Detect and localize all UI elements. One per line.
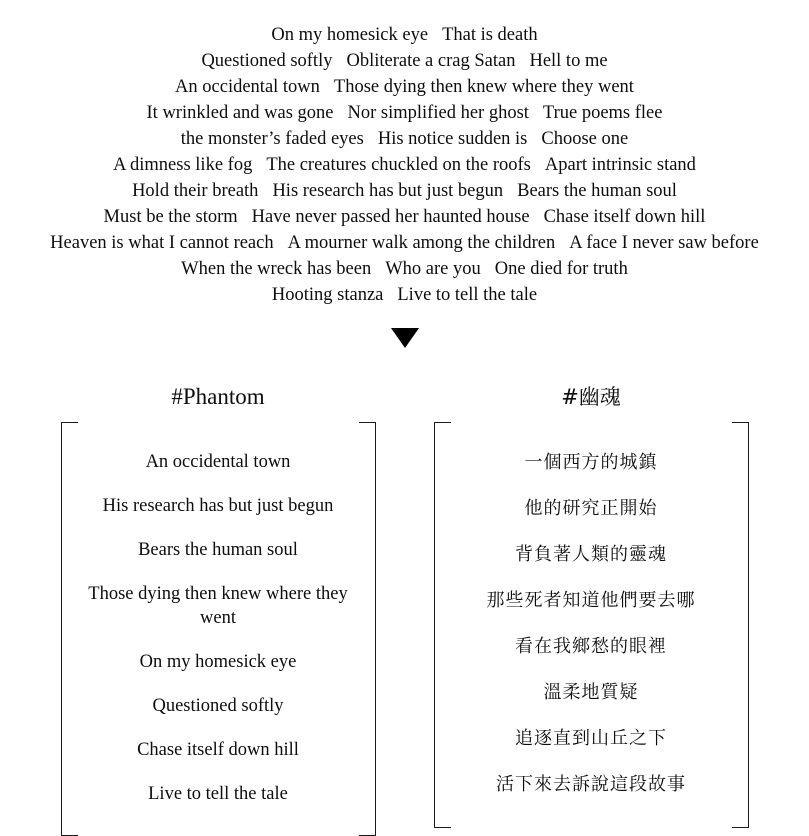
poem-line: On my homesick eye (139, 652, 297, 672)
poem-line: His research has but just begun (102, 496, 334, 516)
bracket-right (359, 422, 376, 836)
cloud-phrase: The creatures chuckled on the roofs (266, 155, 531, 175)
panel-phantom-en (61, 382, 376, 836)
cloud-phrase: Obliterate a crag Satan (346, 51, 516, 71)
cloud-phrase: True poems flee (542, 103, 663, 123)
bracket-box (61, 422, 376, 836)
poem-line: 追逐直到山丘之下 (515, 728, 667, 749)
poem-line: 溫柔地質疑 (543, 682, 639, 703)
poem-line: An occidental town (145, 452, 291, 472)
bracket-box (434, 422, 749, 828)
cloud-phrase: A dimness like fog (113, 155, 253, 175)
cloud-phrase: It wrinkled and was gone (146, 103, 334, 123)
cloud-phrase: Hooting stanza (271, 285, 384, 305)
arrow-container (0, 328, 809, 368)
cloud-phrase: One died for truth (494, 259, 628, 279)
poem-line: Those dying then knew where they went (88, 584, 348, 628)
cloud-phrase: Questioned softly (201, 51, 333, 71)
poem-line: 看在我鄉愁的眼裡 (515, 636, 667, 657)
cloud-line (0, 48, 809, 74)
cloud-line (0, 22, 809, 48)
cloud-phrase: Bears the human soul (517, 181, 677, 201)
poem-line: Questioned softly (152, 696, 284, 716)
cloud-phrase: Chase itself down hill (543, 207, 706, 227)
cloud-phrase: His research has but just begun (272, 181, 504, 201)
cloud-phrase: the monster’s faded eyes (180, 129, 364, 149)
cloud-phrase: His notice sudden is (377, 129, 528, 149)
cloud-phrase: Those dying then knew where they went (333, 77, 634, 97)
triangle-down-icon (391, 328, 419, 348)
cloud-phrase: Hold their breath (132, 181, 259, 201)
panel-title: #幽魂 (561, 385, 621, 409)
cloud-line (0, 256, 809, 282)
bracket-right (732, 422, 749, 828)
cloud-line (0, 126, 809, 152)
cloud-line (0, 152, 809, 178)
cloud-phrase: Live to tell the tale (397, 285, 538, 305)
poem-line: Bears the human soul (138, 540, 298, 560)
cloud-phrase: On my homesick eye (271, 25, 429, 45)
cloud-line (0, 282, 809, 308)
cloud-phrase: Nor simplified her ghost (347, 103, 529, 123)
cloud-phrase: Who are you (385, 259, 481, 279)
poem-line: 一個西方的城鎮 (524, 452, 658, 473)
bracket-left (61, 422, 78, 836)
poem-line: Live to tell the tale (148, 784, 288, 804)
cloud-phrase: When the wreck has been (181, 259, 372, 279)
cloud-phrase: Heaven is what I cannot reach (50, 233, 274, 253)
cloud-line (0, 204, 809, 230)
cloud-phrase: Apart intrinsic stand (544, 155, 696, 175)
poem-line: 他的研究正開始 (524, 498, 658, 519)
cloud-phrase: Hell to me (529, 51, 608, 71)
poem-panels (0, 382, 809, 836)
cloud-line (0, 230, 809, 256)
panel-title: #Phantom (171, 384, 265, 409)
cloud-phrase: An occidental town (175, 77, 320, 97)
cloud-line (0, 100, 809, 126)
cloud-line (0, 74, 809, 100)
poem-line: 背負著人類的靈魂 (515, 544, 667, 565)
cloud-phrase: A mourner walk among the children (287, 233, 556, 253)
cloud-phrase: That is death (442, 25, 538, 45)
cloud-phrase: A face I never saw before (569, 233, 759, 253)
poem-line: 活下來去訴說這段故事 (496, 774, 686, 795)
poem-line: Chase itself down hill (137, 740, 299, 760)
word-cloud (0, 0, 809, 308)
bracket-left (434, 422, 451, 828)
cloud-line (0, 178, 809, 204)
poem-line: 那些死者知道他們要去哪 (486, 590, 696, 611)
cloud-phrase: Have never passed her haunted house (251, 207, 530, 227)
cloud-phrase: Must be the storm (103, 207, 238, 227)
panel-phantom-zh (434, 382, 749, 836)
cloud-phrase: Choose one (541, 129, 629, 149)
